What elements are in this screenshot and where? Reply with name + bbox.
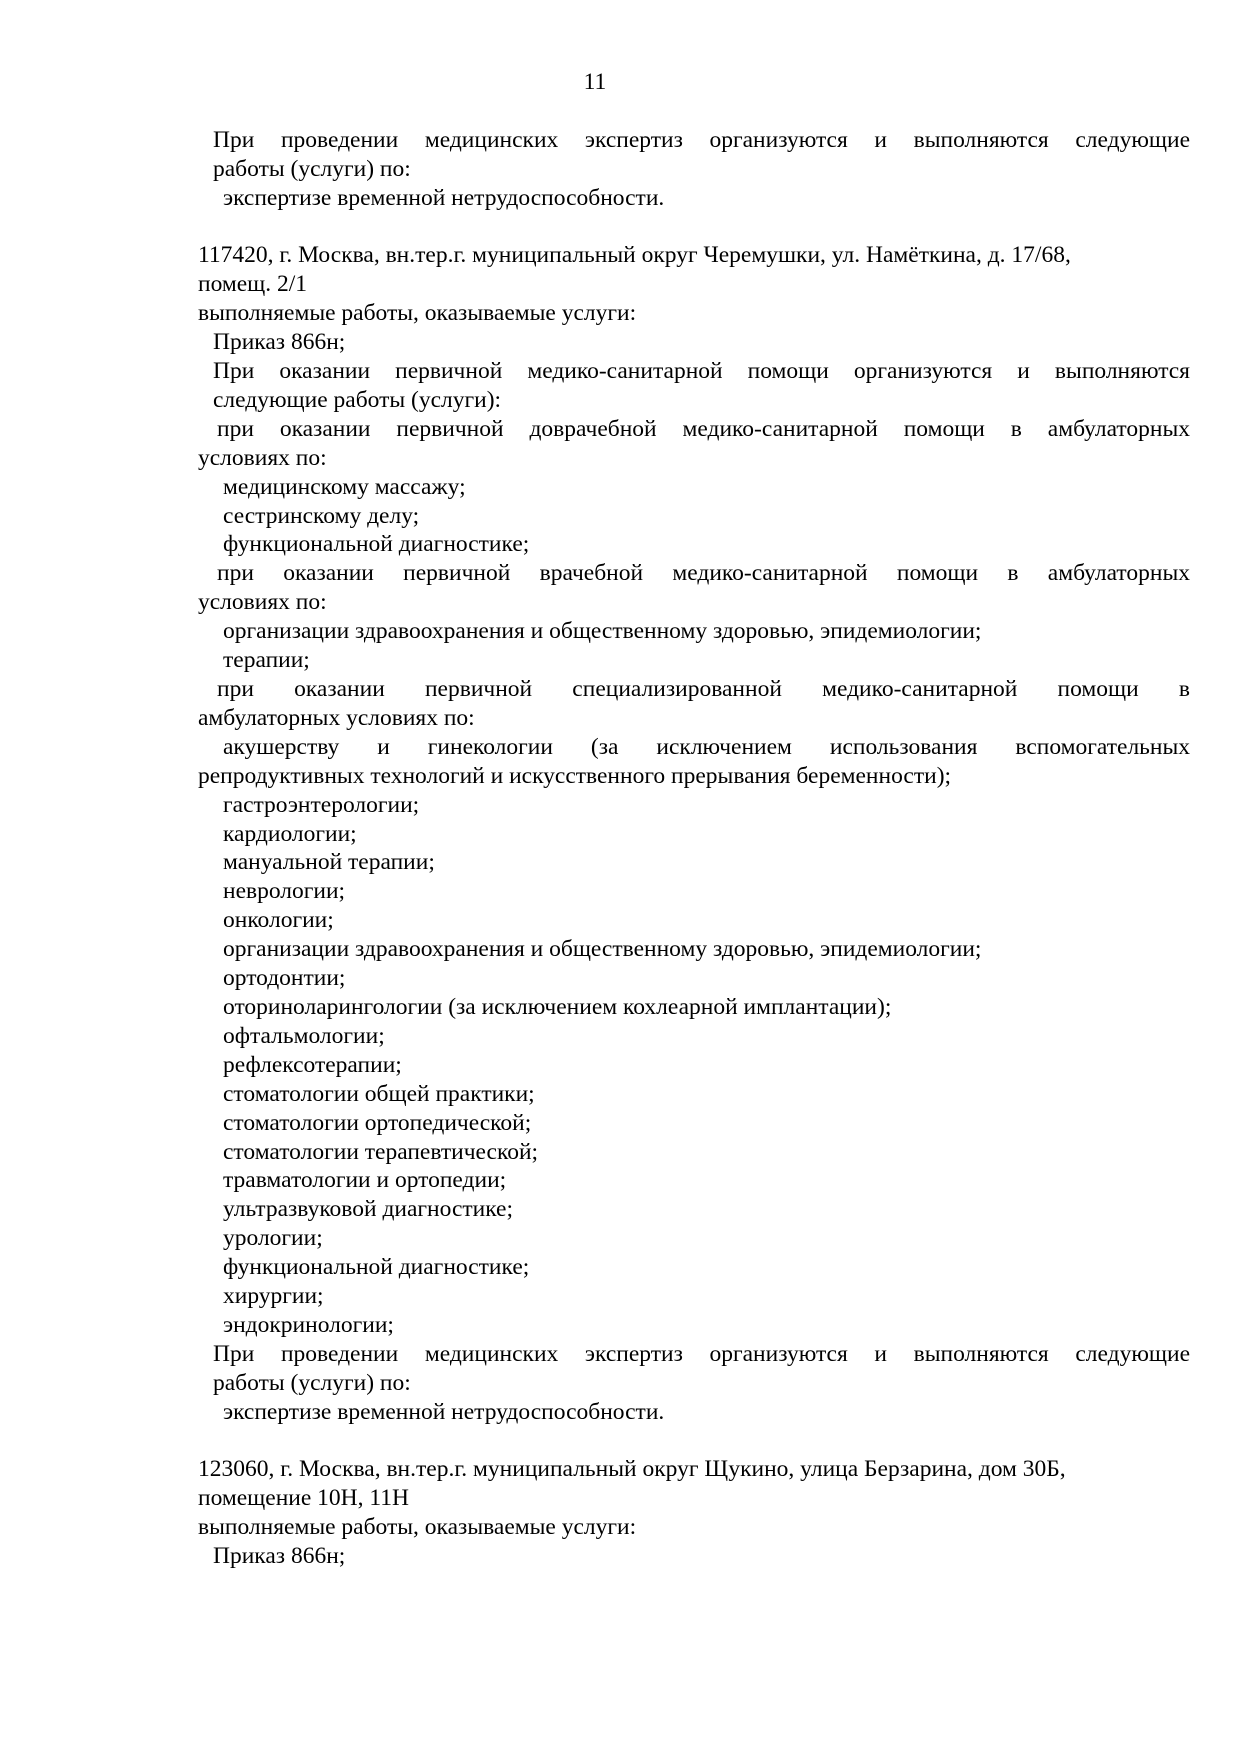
blank-line [198, 213, 1190, 242]
text-line: терапии; [223, 647, 310, 674]
text-line: сестринскому делу; [223, 502, 420, 529]
text-line: следующие работы (услуги): [213, 386, 502, 413]
blank-line [198, 1427, 1190, 1456]
text-line: При проведении медицинских экспертиз организуются и выполняются следующие [213, 1340, 1190, 1367]
text-line: 123060, г. Москва, вн.тер.г. муниципальный округ Щукино, улица Берзарина, дом 30Б, [198, 1456, 1066, 1483]
document-content [198, 68, 1190, 1571]
text-line: урологии; [223, 1225, 323, 1252]
text-line: амбулаторных условиях по: [198, 704, 475, 731]
text-line: травматологии и ортопедии; [223, 1167, 507, 1194]
text-line: помещ. 2/1 [198, 271, 308, 298]
text-line: функциональной диагностике; [223, 531, 530, 558]
text-line: при оказании первичной специализированной медико-санитарной помощи в [217, 676, 1190, 702]
text-line: организации здравоохранения и общественному здоровью, эпидемиологии; [223, 936, 982, 963]
blank-line [198, 97, 1190, 126]
text-line: ортодонтии; [223, 965, 346, 992]
text-line: гастроэнтерологии; [223, 791, 420, 818]
text-line: экспертизе временной нетрудоспособности. [223, 1398, 665, 1425]
text-line: экспертизе временной нетрудоспособности. [223, 184, 665, 211]
text-line: медицинскому массажу; [223, 473, 466, 500]
text-line: репродуктивных технологий и искусственного прерывания беременности); [198, 762, 952, 789]
text-line: стоматологии ортопедической; [223, 1109, 532, 1136]
text-line: при оказании первичной доврачебной медико-санитарной помощи в амбулаторных [217, 415, 1190, 442]
text-line: функциональной диагностике; [223, 1254, 530, 1281]
text-line: онкологии; [223, 907, 334, 934]
text-line: акушерству и гинекологии (за исключением использования вспомогательных [223, 733, 1190, 760]
page-number: 11 [583, 69, 607, 95]
text-line: выполняемые работы, оказываемые услуги: [198, 1514, 637, 1541]
text-line: 117420, г. Москва, вн.тер.г. муниципальный округ Черемушки, ул. Намёткина, д. 17/68, [198, 242, 1071, 269]
text-line: стоматологии общей практики; [223, 1080, 535, 1107]
text-line: условиях по: [198, 444, 327, 471]
text-line: рефлексотерапии; [223, 1051, 402, 1078]
text-line: выполняемые работы, оказываемые услуги: [198, 300, 637, 327]
text-line: При проведении медицинских экспертиз организуются и выполняются следующие [213, 126, 1190, 153]
text-line: кардиологии; [223, 820, 357, 847]
text-line: при оказании первичной врачебной медико-санитарной помощи в амбулаторных [217, 560, 1190, 587]
text-line: помещение 10Н, 11Н [198, 1485, 409, 1512]
text-line: неврологии; [223, 878, 346, 905]
text-line: условиях по: [198, 589, 327, 616]
text-line: мануальной терапии; [223, 849, 435, 876]
text-line: офтальмологии; [223, 1022, 385, 1049]
text-line: Приказ 866н; [213, 329, 346, 356]
text-line: хирургии; [223, 1283, 324, 1310]
text-line: эндокринологии; [223, 1311, 394, 1338]
document-lines [198, 97, 1190, 1571]
text-line: оториноларингологии (за исключением кохлеарной имплантации); [223, 993, 892, 1020]
text-line: работы (услуги) по: [213, 155, 411, 182]
text-line: работы (услуги) по: [213, 1369, 411, 1396]
text-line: стоматологии терапевтической; [223, 1138, 539, 1165]
text-line: организации здравоохранения и общественному здоровью, эпидемиологии; [223, 618, 982, 645]
text-line: При оказании первичной медико-санитарной помощи организуются и выполняются [213, 358, 1190, 385]
text-line: Приказ 866н; [213, 1543, 346, 1570]
text-line: ультразвуковой диагностике; [223, 1196, 514, 1223]
